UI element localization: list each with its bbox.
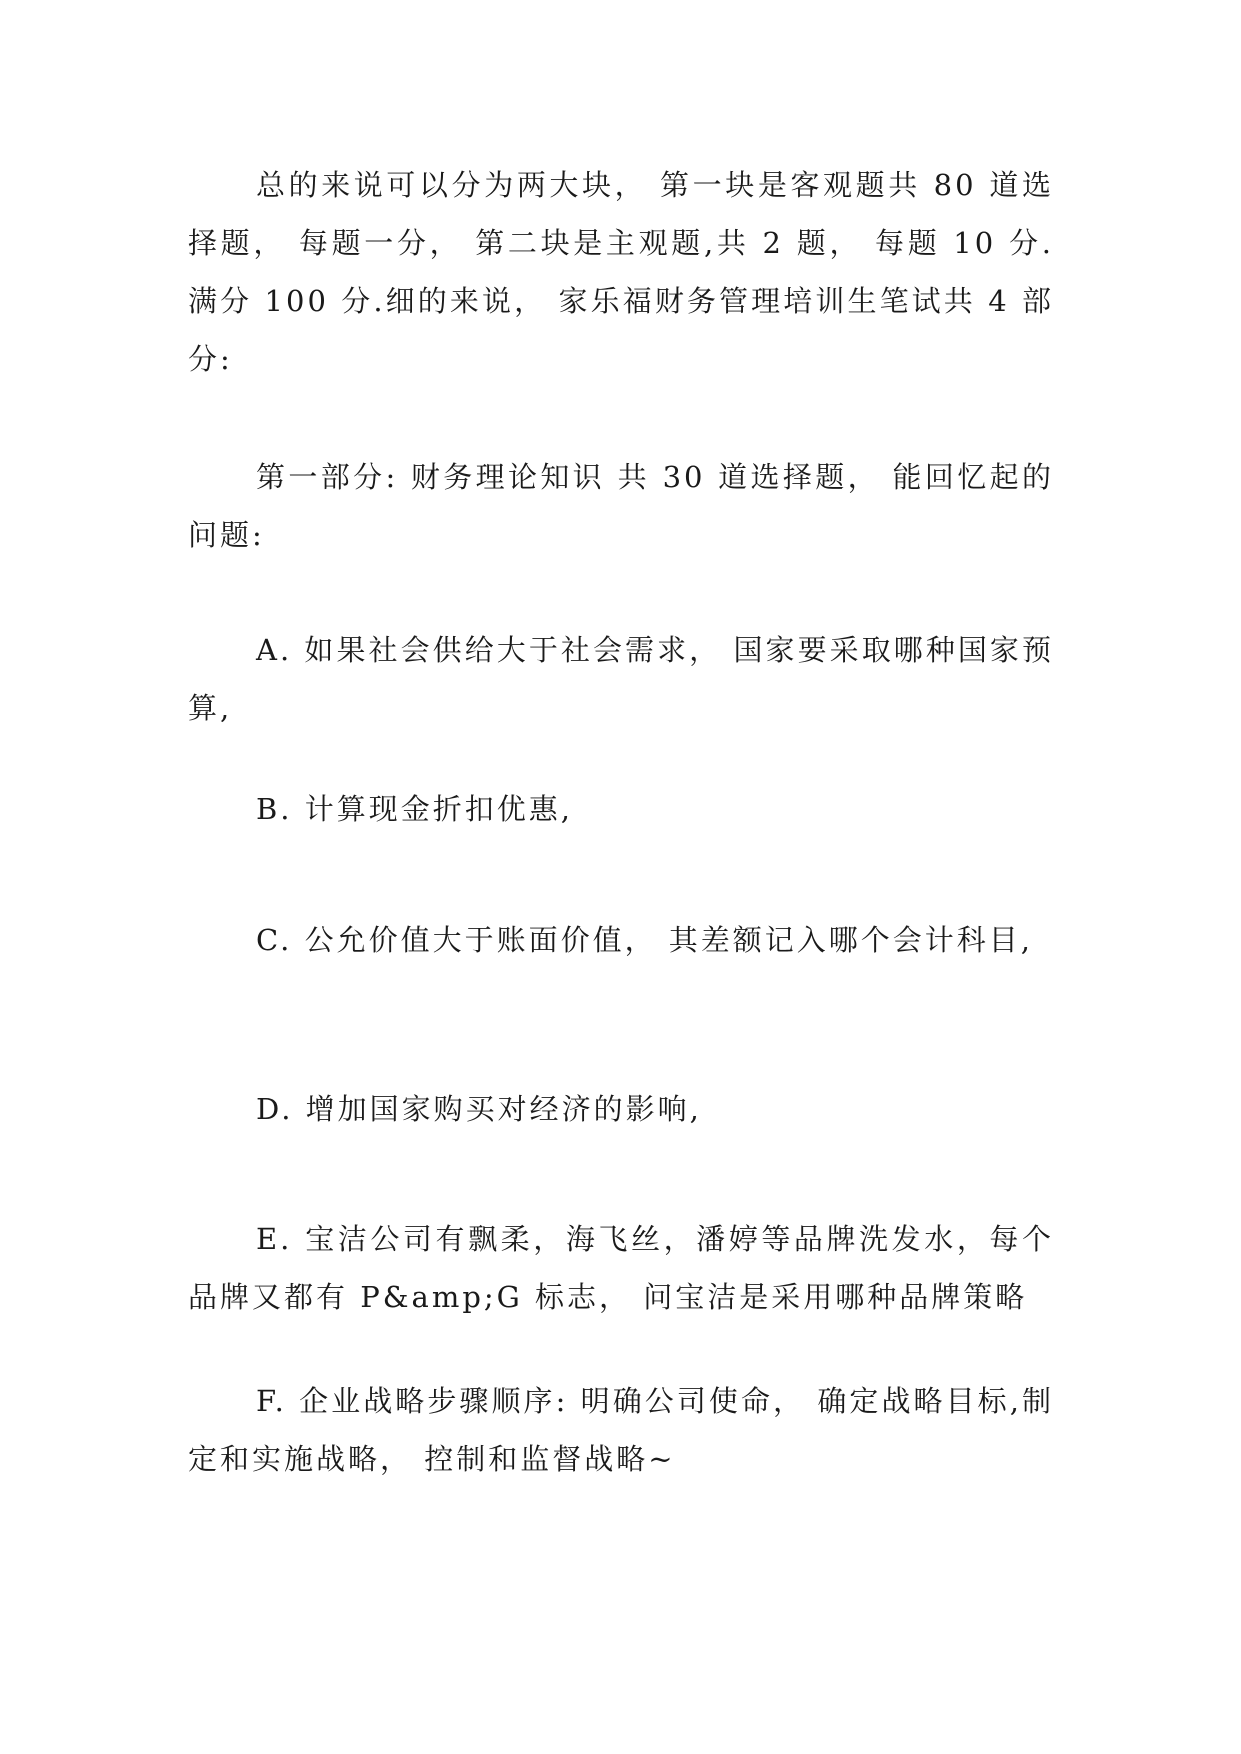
question-item-f: F. 企业战略步骤顺序: 明确公司使命， 确定战略目标,制定和实施战略， 控制和监督战略~ — [188, 1384, 1054, 1476]
question-item-e: E. 宝洁公司有飘柔，海飞丝，潘婷等品牌洗发水，每个品牌又都有 P&amp;G 标志， 问宝洁是采用哪种品牌策略 — [188, 1222, 1054, 1314]
question-item-c: C. 公允价值大于账面价值， 其差额记入哪个会计科目, — [256, 923, 1034, 957]
part-one-heading-paragraph: 第一部分: 财务理论知识 共 30 道选择题， 能回忆起的问题: — [188, 460, 1054, 552]
question-item-d: D. 增加国家购买对经济的影响, — [256, 1092, 702, 1126]
intro-paragraph: 总的来说可以分为两大块， 第一块是客观题共 80 道选择题， 每题一分， 第二块是主观题,共 2 题， 每题 10 分.满分 100 分.细的来说， 家乐福财务管理培训生笔试共 4 部分: — [188, 168, 1054, 376]
question-item-a: A. 如果社会供给大于社会需求， 国家要采取哪种国家预算, — [188, 633, 1054, 725]
question-item-b: B. 计算现金折扣优惠, — [256, 792, 573, 826]
